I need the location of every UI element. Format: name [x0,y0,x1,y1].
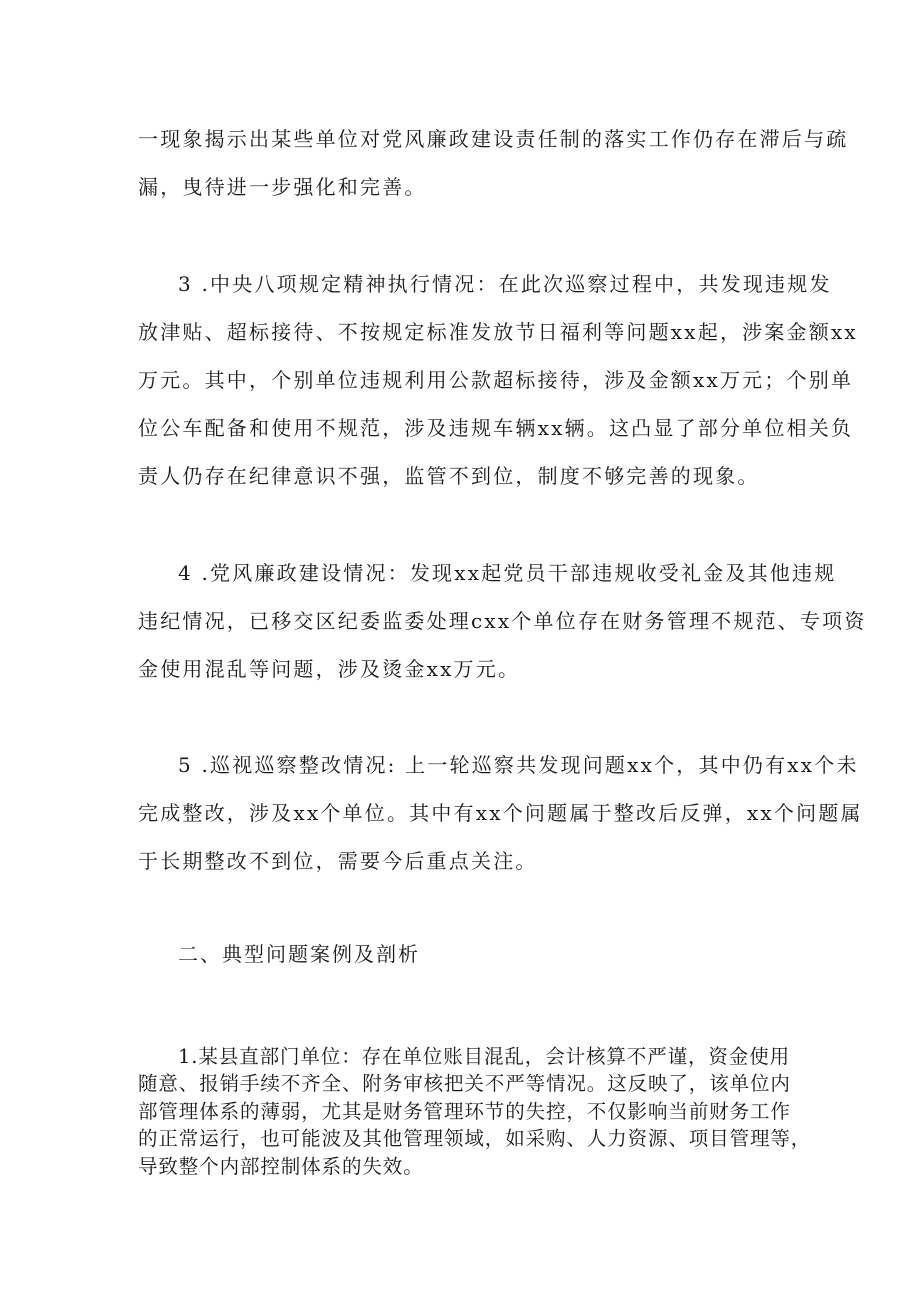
paragraph-5-line-3: 于长期整改不到位，需要今后重点关注。 [138,849,538,873]
case-1-line-2: 随意、报销手续不齐全、附务审核把关不严等情况。这反映了，该单位内 [138,1072,791,1095]
paragraph-3-line-3: 万元。其中，个别单位违规利用公款超标接待，涉及金额xx万元；个别单 [138,368,854,392]
paragraph-5-line-1: 5 .巡视巡察整改情况: 上一轮巡察共发现问题xx个，其中仍有xx个未 [178,753,859,777]
case-1-line-3: 部管理体系的薄弱，尤其是财务管理环节的失控，不仅影响当前财务工作 [138,1100,791,1123]
case-1-line-4: 的正常运行，也可能波及其他管理领域，如采购、人力资源、项目管理等， [138,1127,812,1150]
paragraph-3-line-1: 3 .中央八项规定精神执行情况：在此次巡察过程中，共发现违规发 [178,272,832,296]
paragraph-4-line-2: 违纪情况，已移交区纪委监委处理cxx个单位存在财务管理不规范、专项资 [138,609,867,633]
paragraph-4-line-3: 金使用混乱等问题，涉及烫金xx万元。 [138,657,521,681]
paragraph-intro-line-1: 一现象揭示出某些单位对党风廉政建设责任制的落实工作仍存在滞后与疏 [138,127,849,151]
paragraph-4-line-1: 4 .党风廉政建设情况：发现xx起党员干部违规收受礼金及其他违规 [178,561,837,585]
paragraph-intro-line-2: 漏，曳待进一步强化和完善。 [138,175,427,199]
paragraph-3-line-2: 放津贴、超标接待、不按规定标准发放节日福利等问题xx起，涉案金额xx [138,320,858,344]
paragraph-3-line-5: 责人仍存在纪律意识不强，监管不到位，制度不够完善的现象。 [138,464,760,488]
section-heading: 二、典型问题案例及剖析 [178,942,420,966]
paragraph-3-line-4: 位公车配备和使用不规范，涉及违规车辆xx辆。这凸显了部分单位相关负 [138,416,854,440]
paragraph-5-line-2: 完成整改，涉及xx个单位。其中有xx个问题属于整改后反弹，xx个问题属 [138,801,863,825]
case-1-line-1: 1.某县直部门单位：存在单位账目混乱，会计核算不严谨，资金使用 [178,1045,791,1068]
case-1-line-5: 导致整个内部控制体系的失效。 [138,1155,424,1178]
